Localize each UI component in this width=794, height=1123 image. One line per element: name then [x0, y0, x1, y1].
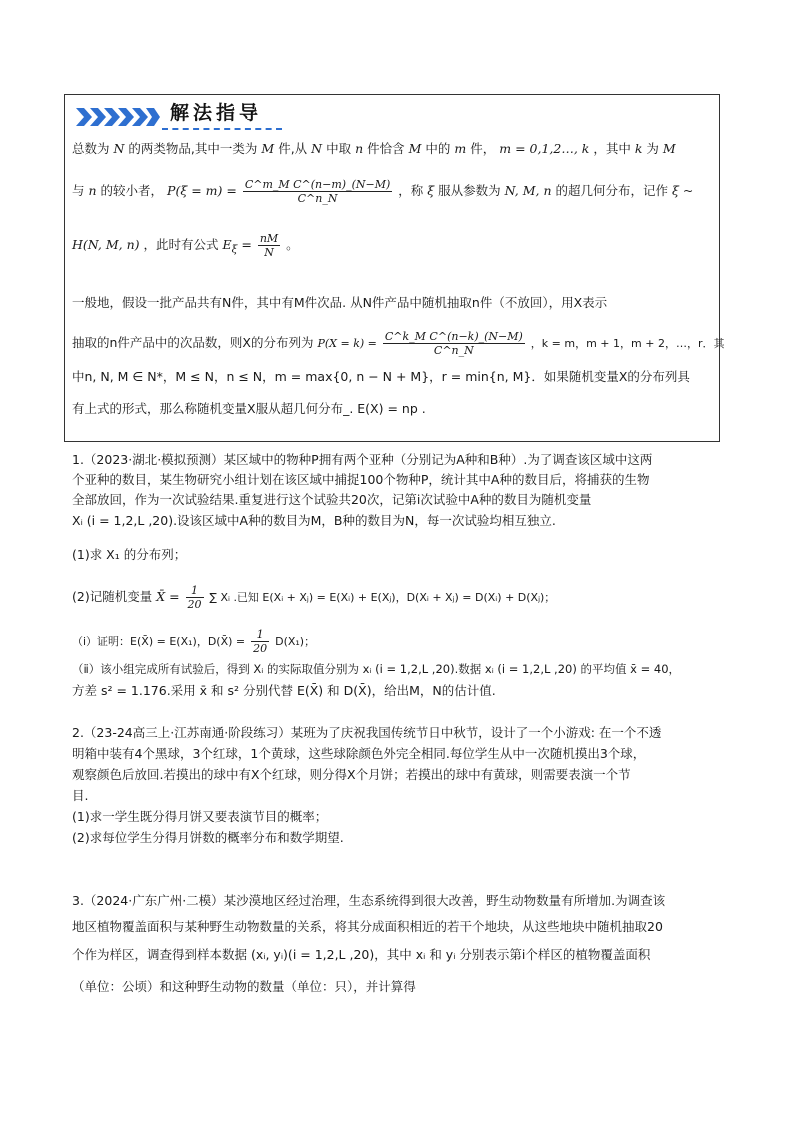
math: N, M, n [504, 183, 552, 198]
text: 服从参数为 [438, 183, 501, 198]
q2-line2: 明箱中装有4个黑球，3个红球，1个黄球，这些球除颜色外完全相同.每位学生从中一次随机摸出3个球， [72, 746, 646, 761]
q3-line1: 3.（2024·广东广州·二模）某沙漠地区经过治理，生态系统得到很大改善，野生动物数量有所增加.为调查该 [72, 893, 666, 908]
q1-line1: 1.（2023·湖北·模拟预测）某区域中的物种P拥有两个亚种（分别记为A种和B种）.为了调查该区域中这两 [72, 452, 653, 467]
denominator: 20 [187, 598, 202, 611]
q3-line2: 地区植物覆盖面积与某种野生动物数量的关系，将其分成面积相近的若干个地块，从这些地块中随机抽取20 [72, 919, 663, 934]
q1-part1: (1)求 X₁ 的分布列； [72, 547, 187, 562]
q3-line4: （单位：公顷）和这种野生动物的数量（单位：只），并计算得 [72, 979, 416, 994]
q1-line3: 全部放回，作为一次试验结果.重复进行这个试验共20次，记第i次试验中A种的数目为随机变量 [72, 492, 592, 507]
text: 件恰含 [367, 141, 405, 156]
math: H(N, M, n) [72, 237, 140, 252]
text: 的两类物品,其中一类为 [128, 141, 258, 156]
fraction [251, 628, 269, 655]
q2-line4: 目. [72, 788, 89, 803]
q2-line1: 2.（23-24高三上·江苏南通·阶段练习）某班为了庆祝我国传统节日中秋节，设计了一个小游戏: 在一个不透 [72, 725, 662, 740]
denominator: C^n_N [433, 344, 474, 357]
denominator: 20 [253, 642, 268, 655]
q2-part1: (1)求一学生既分得月饼又要表演节目的概率； [72, 809, 328, 824]
denominator: N [264, 246, 274, 259]
text: ，k = m，m + 1，m + 2，…，r．其 [530, 337, 725, 350]
text: D(X₁)； [275, 635, 316, 648]
numerator: C^k_M C^(n−k)_(N−M) [384, 330, 523, 343]
text: 的较小者， [100, 183, 164, 198]
guide-para2-line1: 一般地，假设一批产品共有N件，其中有M件次品. 从N件产品中随机抽取n件（不放回），用X表示 [72, 295, 608, 310]
fraction [258, 232, 280, 259]
text: ，称 [398, 183, 424, 198]
guide-para2-line2 [72, 330, 724, 357]
fraction [383, 330, 525, 357]
math: ξ ~ [672, 183, 694, 198]
double-chevron-right-icon [76, 106, 160, 128]
guide-para2-line4: 有上式的形式，那么称随机变量X服从超几何分布_. E(X) = np . [72, 401, 426, 416]
numerator: C^m_M C^(n−m)_(N−M) [244, 178, 391, 191]
text: 为 [646, 141, 659, 156]
math: P(X = k) = [317, 337, 377, 350]
math: P(ξ = m) = [167, 183, 237, 198]
text: ，其中 [593, 141, 631, 156]
q1-part2-i [72, 628, 315, 655]
guide-para1-line3: H(N, M, n) ，此时有公式 $E_\xi$ = $\frac{nM}{N}$ 。 [72, 232, 299, 259]
numerator: 1 [251, 628, 269, 642]
text: 总数为 [72, 141, 110, 156]
guide-title: 解法指导 [170, 102, 263, 124]
q1-part2-ii-line2: 方差 s² = 1.176.采用 x̄ 和 s² 分别代替 E(X̄) 和 D(X̄)，给出M，N的估计值. [72, 683, 496, 698]
text: 中取 [326, 141, 352, 156]
math: m = 0,1,2…, k [499, 141, 590, 156]
numerator: 1 [186, 584, 204, 598]
text: 件， [470, 141, 496, 156]
text: （ⅰ）证明：E(X̄) = E(X₁)，D(X̄) = [72, 635, 246, 648]
title-underline [162, 128, 282, 130]
guide-para1-line2: 与 n 的较小者， P(ξ = m) = $\frac{\text{C\textasciicircum{}m\_M C\textasciicircum{}(n−m)\_(N−M)}}{C\^{}n\_N}$ ，称 ξ 服从参数为 N, M, n 的超几何分布，记作 ξ ~ [72, 178, 694, 205]
q2-line3: 观察颜色后放回.若摸出的球中有X个红球，则分得X个月饼；若摸出的球中有黄球，则需要表演一个节 [72, 767, 631, 782]
text: (2)记随机变量 [72, 589, 153, 604]
q1-part2 [72, 584, 555, 611]
numerator: nM [259, 232, 279, 245]
q3-line3: 个作为样区，调查得到样本数据 (xᵢ, yᵢ)(i = 1,2,L ,20)，其中 xᵢ 和 yᵢ 分别表示第i个样区的植物覆盖面积 [72, 947, 651, 962]
fraction [243, 178, 392, 205]
math: E [222, 237, 232, 252]
guide-para2-line3: 中n, N, M ∈ N*，M ≤ N，n ≤ N，m = max{0, n − N + M}，r = min{n, M}．如果随机变量X的分布列具 [72, 369, 690, 384]
text: 件,从 [278, 141, 308, 156]
text: 的超几何分布，记作 [555, 183, 669, 198]
q1-part2-ii-line1: （ⅱ）该小组完成所有试验后，得到 Xᵢ 的实际取值分别为 xᵢ (i = 1,2,L ,20).数据 xᵢ (i = 1,2,L ,20) 的平均值 x̄ = 40， [72, 662, 681, 676]
q1-line4: Xᵢ (i = 1,2,L ,20).设该区域中A种的数目为M，B种的数目为N，每一次试验均相互独立. [72, 513, 556, 528]
text: 与 [72, 183, 85, 198]
text: 中的 [425, 141, 451, 156]
guide-para1-line1: 总数为 N 的两类物品,其中一类为 M 件,从 N 中取 n 件恰含 M 中的 m 件， m = 0,1,2…, k ，其中 k 为 M [72, 141, 676, 156]
fraction [186, 584, 204, 611]
text: 抽取的n件产品中的次品数，则X的分布列为 [72, 335, 314, 350]
q1-line2: 个亚种的数目，某生物研究小组计划在该区域中捕捉100个物种P，统计其中A种的数目后，将捕获的生物 [72, 472, 650, 487]
text: ∑ Xᵢ .已知 E(Xᵢ + Xⱼ) = E(Xᵢ) + E(Xⱼ)，D(Xᵢ + Xⱼ) = D(Xᵢ) + D(Xⱼ)； [209, 591, 556, 604]
q2-part2: (2)求每位学生分得月饼数的概率分布和数学期望. [72, 830, 344, 845]
text: 。 [286, 237, 299, 252]
math: X̄ = [156, 589, 180, 604]
text: ，此时有公式 [143, 237, 219, 252]
denominator: C^n_N [297, 192, 338, 205]
